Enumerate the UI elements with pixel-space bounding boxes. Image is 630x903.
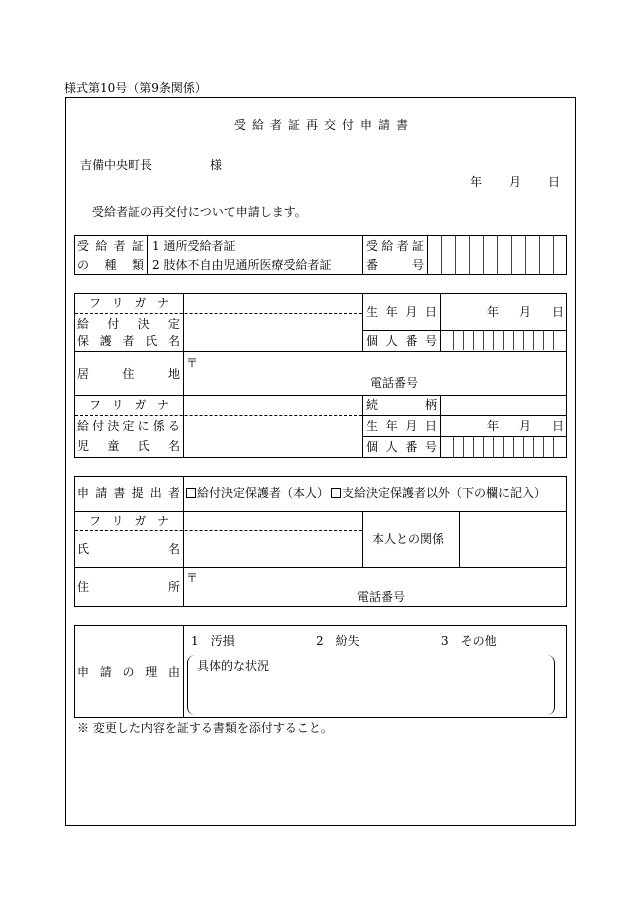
reason-option-3[interactable]: 3 その他: [441, 634, 497, 648]
guardian-number-label: 個 人 番 号: [366, 334, 437, 348]
cert-option-1[interactable]: 1 通所受給者証: [152, 239, 236, 253]
submitter-address-label: 住 所: [77, 580, 180, 594]
child-name-label-2: 児 童 氏 名: [77, 439, 180, 453]
form-title: 受給者証再交付申請書: [234, 118, 415, 132]
child-furigana-label: フ リ ガ ナ: [89, 398, 169, 412]
submitter-phone-label: 電話番号: [357, 590, 406, 604]
child-name-label-1: 給 付 決 定 に 係 る: [77, 419, 180, 433]
date-year: 年: [470, 175, 483, 189]
honorific: 様: [210, 158, 223, 172]
submitter-relation-label: 本人との関係: [372, 532, 445, 546]
guardian-birth-day: 日: [552, 305, 565, 319]
submitter-name-label: 氏 名: [77, 542, 180, 556]
guardian-birth-year: 年: [487, 305, 500, 319]
guardian-phone-label: 電話番号: [370, 376, 419, 390]
addressee: 吉備中央町長: [80, 158, 153, 172]
child-birth-day: 日: [552, 419, 565, 433]
child-birth-year: 年: [487, 419, 500, 433]
guardian-birth-label: 生 年 月 日: [366, 305, 437, 319]
cert-number-label-2: 番 号: [366, 258, 424, 272]
child-birth-month: 月: [519, 419, 532, 433]
submitter-option-2-label: 支給決定保護者以外（下の欄に記入）: [342, 486, 547, 500]
reason-option-1[interactable]: 1 汚損: [191, 634, 235, 648]
cert-type-label-2: の 種 類: [77, 258, 144, 272]
intro-text: 受給者証の再交付について申請します。: [92, 205, 307, 219]
date-day: 日: [548, 175, 561, 189]
date-month: 月: [509, 175, 522, 189]
cert-type-label-1: 受 給 者 証: [77, 239, 144, 253]
reason-detail-label: 具体的な状況: [197, 659, 270, 673]
guardian-name-label-2: 保 護 者 氏 名: [77, 334, 180, 348]
submitter-postal-mark: 〒: [186, 571, 199, 585]
guardian-birth-month: 月: [519, 305, 532, 319]
child-relation-label: 続 柄: [366, 398, 437, 412]
reason-option-2[interactable]: 2 紛失: [316, 634, 360, 648]
submitter-label: 申 請 書 提 出 者: [77, 486, 180, 500]
guardian-furigana-label: フ リ ガ ナ: [89, 296, 169, 310]
cert-number-label-1: 受 給 者 証: [366, 239, 424, 253]
guardian-address-label: 居 住 地: [77, 367, 180, 381]
child-birth-label: 生 年 月 日: [366, 419, 437, 433]
submitter-option-1[interactable]: [186, 486, 329, 500]
submitter-option-2[interactable]: [331, 486, 546, 500]
reason-label: 申 請 の 理 由: [77, 665, 180, 679]
child-number-label: 個 人 番 号: [366, 440, 437, 454]
guardian-postal-mark: 〒: [186, 356, 199, 370]
cert-option-2[interactable]: 2 肢体不自由児通所医療受給者証: [152, 258, 332, 272]
note-text: ※ 変更した内容を証する書類を添付すること。: [77, 721, 333, 735]
submitter-option-1-label: 給付決定保護者（本人）: [197, 486, 330, 500]
checkbox-other[interactable]: [331, 488, 341, 498]
guardian-name-label-1: 給 付 決 定: [77, 317, 180, 331]
submitter-furigana-label: フ リ ガ ナ: [89, 514, 169, 528]
form-number: 様式第10号（第9条関係）: [64, 81, 207, 95]
checkbox-self[interactable]: [186, 488, 196, 498]
